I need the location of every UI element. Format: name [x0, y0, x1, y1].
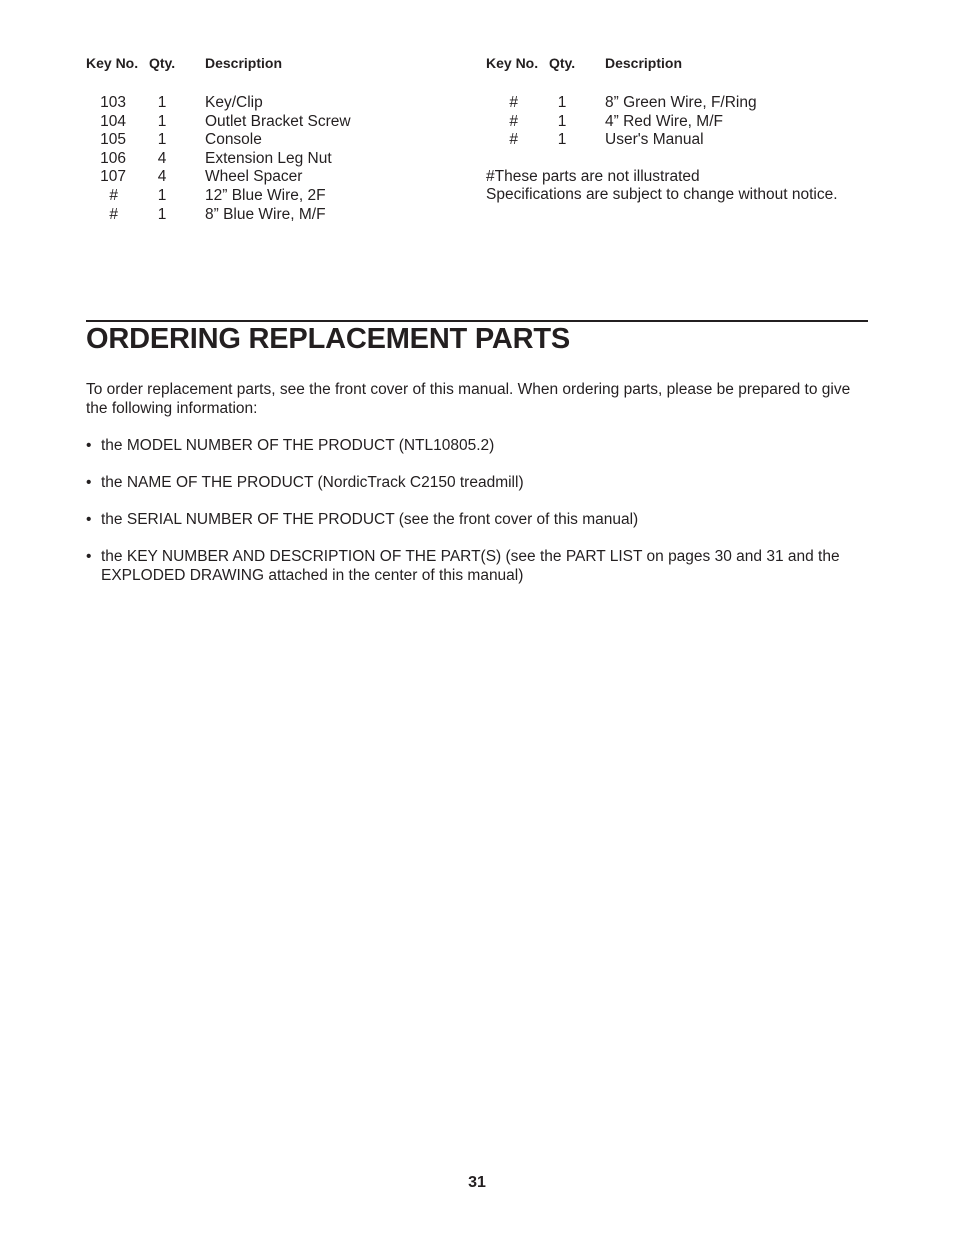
- part-key: #: [109, 205, 118, 223]
- part-key: 104: [100, 112, 126, 130]
- part-key: #: [509, 131, 518, 149]
- parts-list-left: [86, 55, 466, 224]
- list-item: [86, 548, 876, 585]
- part-row: [86, 131, 466, 150]
- bullet-icon: •: [86, 548, 92, 566]
- part-qty: 1: [557, 94, 567, 111]
- list-item: [86, 437, 876, 456]
- part-description: User's Manual: [605, 131, 704, 149]
- description-header: Description: [205, 55, 283, 71]
- part-qty: 1: [557, 131, 567, 149]
- parts-notes: [486, 168, 886, 205]
- section-divider: [86, 320, 868, 322]
- part-qty: 4: [157, 168, 167, 186]
- section-title: ORDERING REPLACEMENT PARTS: [86, 323, 571, 355]
- parts-list-header: [486, 55, 886, 73]
- list-item-text: the MODEL NUMBER OF THE PRODUCT (NTL10805.2): [101, 437, 495, 454]
- part-key: #: [509, 94, 518, 111]
- part-description: Console: [205, 131, 262, 149]
- part-description: 4” Red Wire, M/F: [605, 112, 723, 130]
- part-description: 12” Blue Wire, 2F: [205, 186, 326, 204]
- bullet-icon: •: [86, 437, 92, 454]
- part-key: 105: [100, 131, 126, 149]
- part-row: [486, 113, 886, 132]
- part-qty: 1: [157, 205, 167, 223]
- parts-list-right: [486, 55, 886, 205]
- list-item-text: the NAME OF THE PRODUCT (NordicTrack C2150 treadmill): [101, 474, 524, 492]
- part-row: [86, 113, 466, 132]
- part-description: 8” Blue Wire, M/F: [205, 205, 326, 223]
- part-key: 107: [100, 168, 126, 186]
- key-no-header: Key No.: [486, 55, 539, 71]
- part-key: 103: [100, 94, 126, 111]
- bullet-icon: •: [86, 474, 92, 492]
- part-qty: 1: [157, 131, 167, 149]
- part-description: Wheel Spacer: [205, 168, 303, 186]
- key-no-header: Key No.: [86, 55, 139, 71]
- list-item-text: the SERIAL NUMBER OF THE PRODUCT (see the front cover of this manual): [101, 511, 639, 529]
- part-qty: 1: [157, 112, 167, 130]
- part-qty: 1: [157, 186, 167, 204]
- part-row: [86, 150, 466, 169]
- list-item: [86, 511, 876, 530]
- part-row: [86, 206, 466, 225]
- description-header: Description: [605, 55, 683, 71]
- not-illustrated-note: #These parts are not illustrated: [486, 167, 700, 185]
- part-key: #: [109, 186, 118, 204]
- part-row: [486, 94, 886, 113]
- part-description: Key/Clip: [205, 94, 263, 111]
- part-row: [86, 94, 466, 113]
- part-row: [86, 187, 466, 206]
- part-qty: 1: [157, 94, 167, 111]
- part-key: #: [509, 112, 518, 130]
- parts-rows: [86, 94, 466, 224]
- specifications-note: Specifications are subject to change without notice.: [486, 186, 838, 204]
- page-number: 31: [468, 1174, 486, 1191]
- part-qty: 4: [157, 149, 167, 167]
- qty-header: Qty.: [549, 55, 576, 71]
- part-key: 106: [100, 149, 126, 167]
- qty-header: Qty.: [149, 55, 176, 71]
- list-item: [86, 474, 876, 493]
- ordering-intro: To order replacement parts, see the front cover of this manual. When ordering parts, please be prepared to give the following information:: [86, 381, 851, 417]
- ordering-info-list: [86, 437, 876, 604]
- parts-list-header: [86, 55, 466, 73]
- part-description: Outlet Bracket Screw: [205, 112, 351, 130]
- parts-rows: [486, 94, 886, 150]
- part-row: [486, 131, 886, 150]
- bullet-icon: •: [86, 511, 92, 529]
- part-description: Extension Leg Nut: [205, 149, 332, 167]
- part-row: [86, 168, 466, 187]
- part-description: 8” Green Wire, F/Ring: [605, 94, 757, 111]
- list-item-text: the KEY NUMBER AND DESCRIPTION OF THE PART(S) (see the PART LIST on pages 30 and 31 and the EXPLODED DRAWING attached in the center of this manual): [101, 548, 840, 584]
- part-qty: 1: [557, 112, 567, 130]
